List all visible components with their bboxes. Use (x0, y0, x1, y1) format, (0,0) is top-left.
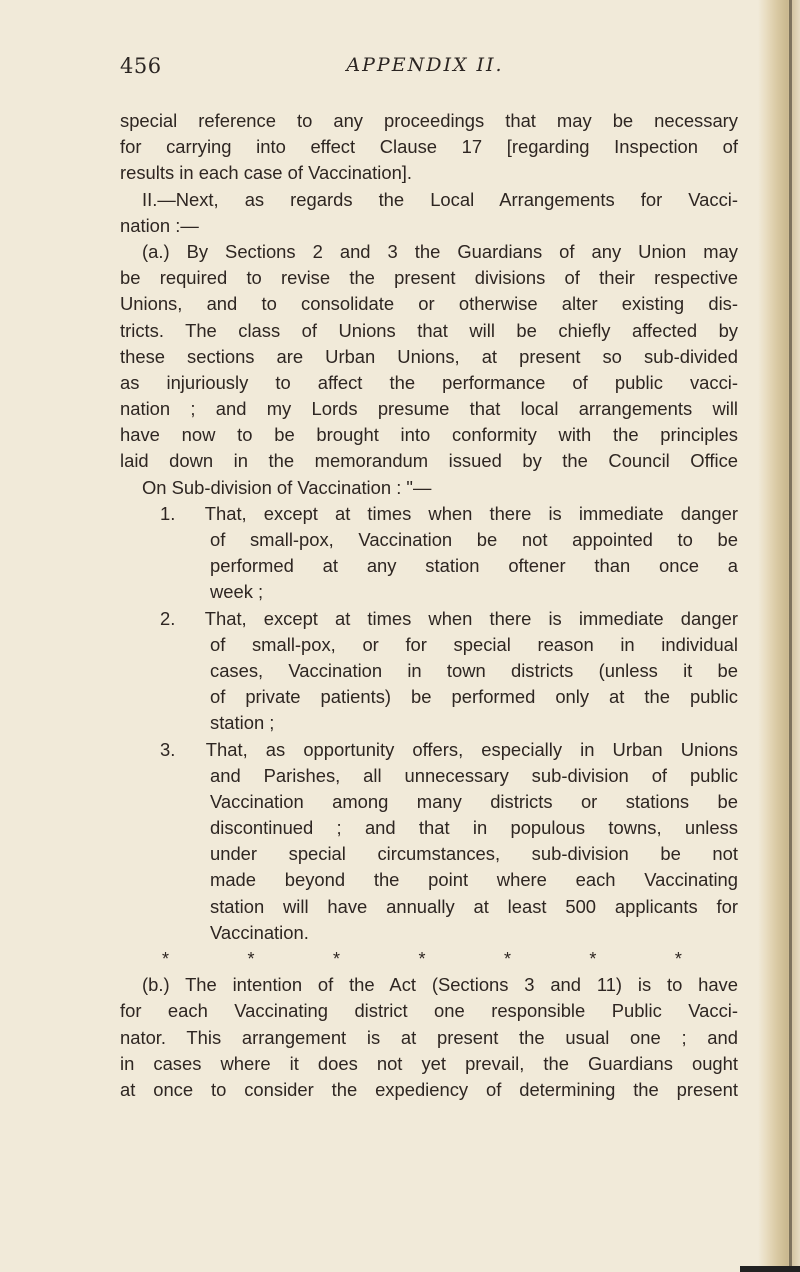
body-text (120, 108, 738, 1103)
text-line: laid down in the memorandum issued by the Council Office (120, 450, 738, 472)
page-number: 456 (120, 54, 162, 78)
text-line: On Sub-division of Vaccination : "— (142, 476, 432, 498)
text-line: in cases where it does not yet prevail, the Guardians ought (120, 1052, 738, 1074)
text-line: tricts. The class of Unions that will be chiefly affected by (120, 319, 738, 341)
list-item-line: made beyond the point where each Vaccinating (210, 869, 738, 891)
text-line: at once to consider the expediency of determining the present (120, 1078, 738, 1100)
text-line: for carrying into effect Clause 17 [regarding Inspection of (120, 136, 738, 158)
list-item-line: station ; (210, 712, 275, 734)
list-item-text: That, except at times when there is immediate danger (204, 502, 738, 524)
list-item-line: of small-pox, or for special reason in individual (210, 633, 738, 655)
list-item-line: station will have annually at least 500 applicants for (210, 895, 738, 917)
text-line: for each Vaccinating district one responsible Public Vacci- (120, 1000, 738, 1022)
asterisk: * (589, 949, 597, 969)
asterisk: * (162, 949, 170, 969)
text-line: as injuriously to affect the performance of public vacci- (120, 371, 738, 393)
list-item-text: That, except at times when there is immediate danger (204, 607, 738, 629)
list-item-number: 1. (160, 502, 176, 524)
asterisk: * (247, 949, 255, 969)
page-edge-shadow (758, 0, 800, 1272)
paragraph-b-start: (b.) The intention of the Act (Sections 3 and 11) is to have (142, 974, 738, 996)
binding-edge-line (789, 0, 792, 1272)
list-item-line: under special circumstances, sub-division be not (210, 843, 738, 865)
asterisk: * (674, 949, 682, 969)
asterisk: * (418, 949, 426, 969)
list-item-line: week ; (210, 581, 264, 603)
text-line: results in each case of Vaccination]. (120, 162, 413, 184)
page-header (120, 54, 730, 84)
paragraph-a-start: (a.) By Sections 2 and 3 the Guardians of any Union may (142, 240, 738, 262)
list-item-3-first-line (120, 737, 738, 763)
list-item-line: of small-pox, Vaccination be not appointed to be (210, 529, 738, 550)
asterisk: * (332, 949, 340, 969)
text-line: be required to revise the present divisions of their respective (120, 267, 738, 289)
asterisk-separator (162, 946, 682, 972)
corner-mark (740, 1266, 800, 1272)
text-line: have now to be brought into conformity with the principles (120, 424, 738, 446)
asterisk: * (503, 949, 511, 969)
text-line: Unions, and to consolidate or otherwise alter existing dis- (120, 293, 738, 315)
list-item-line: of private patients) be performed only at the public (210, 686, 738, 708)
text-line: special reference to any proceedings that may be necessary (120, 110, 738, 131)
list-item-1-first-line (120, 501, 738, 527)
text-line: nator. This arrangement is at present the usual one ; and (120, 1026, 738, 1048)
text-line: these sections are Urban Unions, at present so sub-divided (120, 345, 738, 367)
list-item-line: Vaccination. (210, 921, 309, 943)
list-item-line: cases, Vaccination in town districts (unless it be (210, 659, 738, 681)
list-item-line: discontinued ; and that in populous towns, unless (210, 817, 738, 839)
list-item-number: 2. (160, 607, 176, 629)
text-line: nation :— (120, 214, 199, 236)
list-item-line: performed at any station oftener than once a (210, 555, 738, 577)
list-item-line: and Parishes, all unnecessary sub-division of public (210, 764, 738, 786)
running-head: APPENDIX II. (346, 54, 504, 76)
list-item-line: Vaccination among many districts or stations be (210, 790, 738, 812)
section-heading-line: II.—Next, as regards the Local Arrangements for Vacci- (142, 188, 738, 210)
text-line: nation ; and my Lords presume that local arrangements will (120, 398, 738, 420)
list-item-number: 3. (160, 738, 176, 760)
list-item-text: That, as opportunity offers, especially in Urban Unions (205, 738, 738, 760)
list-item-2-first-line (120, 606, 738, 632)
